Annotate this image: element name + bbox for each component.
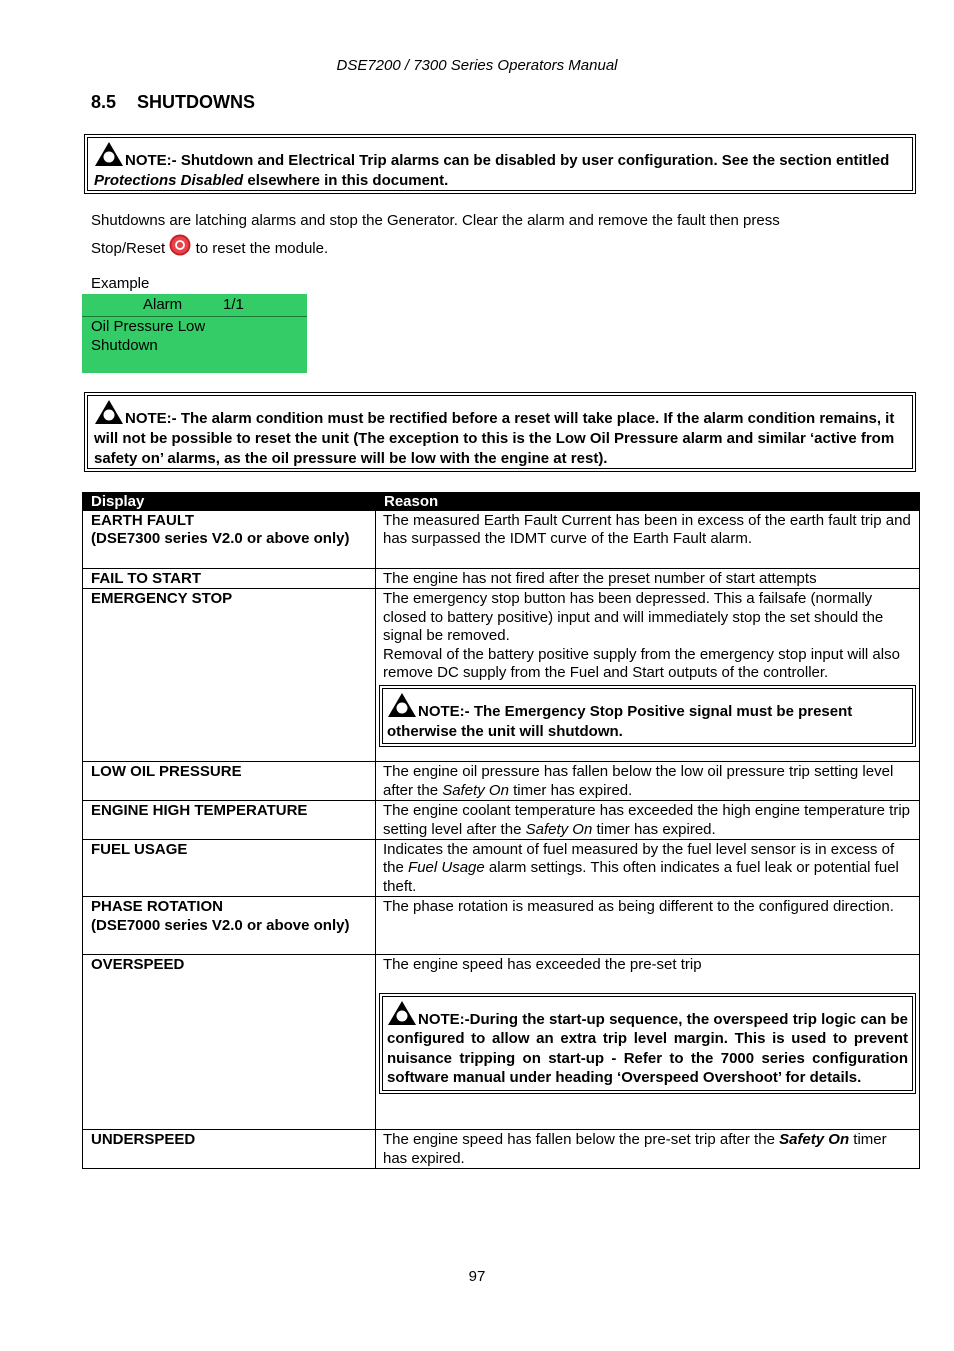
section-title <box>91 92 255 113</box>
reason-cell: The engine oil pressure has fallen below the low oil pressure trip setting level after the Safety On timer has expired. <box>376 762 920 801</box>
table-row <box>83 511 920 569</box>
lcd-line-2: Shutdown <box>91 337 158 354</box>
lcd-header <box>82 294 307 317</box>
display-cell: FAIL TO START <box>83 569 376 589</box>
table-row <box>83 569 920 589</box>
page-number: 97 <box>468 1268 486 1285</box>
example-label: Example <box>91 275 150 292</box>
table-row <box>83 840 920 897</box>
display-cell: EMERGENCY STOP <box>83 589 376 762</box>
reason-cell: The engine speed has exceeded the pre-set trip NOTE:-During the start-up sequence, the overspeed trip logic can be configured to allow an extra trip level margin. This is used to prevent nuisance tripping on start-up - Refer to the 7000 series configuration software manual under heading ‘Overspeed Overshoot’ for details. <box>376 955 920 1130</box>
intro-line-1: Shutdowns are latching alarms and stop the Generator. Clear the alarm and remove the fault then press <box>91 212 780 229</box>
table-row <box>83 801 920 840</box>
reason-cell: The emergency stop button has been depressed. This a failsafe (normally closed to battery positive) input and will immediately stop the set should the signal be removed. Removal of the battery positive supply from the emergency stop input will also remove DC supply from the Fuel and Start outputs of the controller. NOTE:- The Emergency Stop Positive signal must be present otherwise the unit will shutdown. <box>376 589 920 762</box>
display-cell: FUEL USAGE <box>83 840 376 897</box>
section-number: 8.5 <box>91 92 117 112</box>
overspeed-note: NOTE:-During the start-up sequence, the overspeed trip logic can be configured to allow an extra trip level margin. This is used to prevent nuisance tripping on start-up - Refer to the 7000 series configuration software manual under heading ‘Overspeed Overshoot’ for details. <box>379 993 916 1094</box>
page-header: DSE7200 / 7300 Series Operators Manual <box>336 57 618 74</box>
note-box-2 <box>84 392 916 472</box>
note-box-1 <box>84 134 916 194</box>
reason-cell: Indicates the amount of fuel measured by the fuel level sensor is in excess of the Fuel Usage alarm settings. This often indicates a fuel leak or potential fuel theft. <box>376 840 920 897</box>
intro-paragraph <box>91 208 911 262</box>
table-header-row <box>83 493 920 511</box>
lcd-count: 1/1 <box>223 296 244 313</box>
warning-triangle-icon <box>387 1000 417 1026</box>
table-row <box>83 762 920 801</box>
note-1-text: NOTE:- Shutdown and Electrical Trip alarms can be disabled by user configuration. See the section entitled Protections Disabled elsewhere in this document. <box>87 137 913 191</box>
lcd-title: Alarm <box>143 296 183 313</box>
warning-triangle-icon <box>387 692 417 718</box>
note-2-text: NOTE:- The alarm condition must be rectified before a reset will take place. If the alarm condition remains, it will not be possible to reset the unit (The exception to this is the Low Oil Pressure alarm and similar ‘active from safety on’ alarms, as the oil pressure will be low with the engine at rest). <box>87 395 913 469</box>
table-row <box>83 955 920 1130</box>
reason-cell: The phase rotation is measured as being different to the configured direction. <box>376 897 920 955</box>
stop-reset-icon <box>169 234 191 256</box>
display-cell: OVERSPEED <box>83 955 376 1130</box>
shutdowns-table <box>82 492 920 1169</box>
column-header-reason: Reason <box>376 493 920 511</box>
warning-triangle-icon <box>94 141 124 167</box>
reason-cell: The engine speed has fallen below the pre-set trip after the Safety On timer has expired. <box>376 1130 920 1169</box>
table-row <box>83 897 920 955</box>
display-cell: PHASE ROTATION (DSE7000 series V2.0 or above only) <box>83 897 376 955</box>
reason-cell: The engine has not fired after the preset number of start attempts <box>376 569 920 589</box>
lcd-body <box>82 317 307 355</box>
emergency-stop-note: NOTE:- The Emergency Stop Positive signal must be present otherwise the unit will shutdown. <box>379 685 916 747</box>
display-cell: ENGINE HIGH TEMPERATURE <box>83 801 376 840</box>
column-header-display: Display <box>83 493 376 511</box>
intro-line-2: Stop/Reset to reset the module. <box>91 234 911 262</box>
warning-triangle-icon <box>94 399 124 425</box>
table-row <box>83 589 920 762</box>
table-row <box>83 1130 920 1169</box>
lcd-line-1: Oil Pressure Low <box>91 318 206 335</box>
reason-cell: The measured Earth Fault Current has been in excess of the earth fault trip and has surpassed the IDMT curve of the Earth Fault alarm. <box>376 511 920 569</box>
display-cell: LOW OIL PRESSURE <box>83 762 376 801</box>
display-cell: EARTH FAULT (DSE7300 series V2.0 or above only) <box>83 511 376 569</box>
display-cell: UNDERSPEED <box>83 1130 376 1169</box>
lcd-example <box>82 294 307 373</box>
reason-cell: The engine coolant temperature has exceeded the high engine temperature trip setting level after the Safety On timer has expired. <box>376 801 920 840</box>
section-title-text: SHUTDOWNS <box>137 92 255 112</box>
